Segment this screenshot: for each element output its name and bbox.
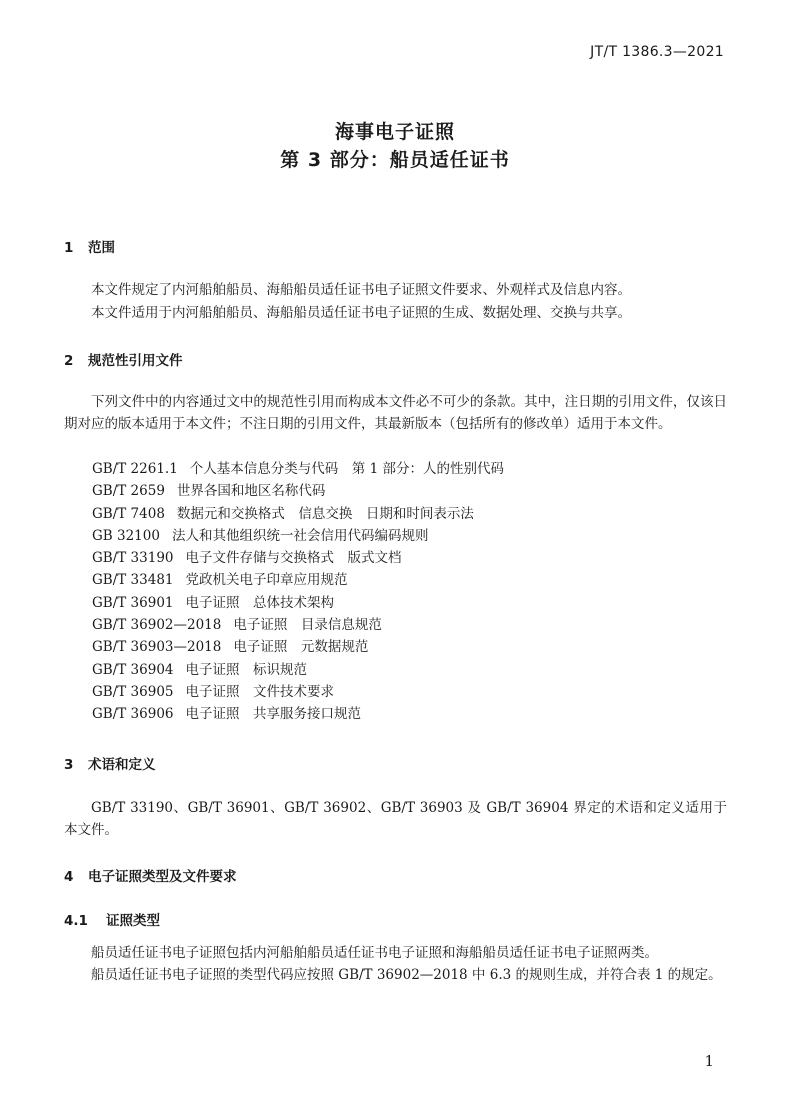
reference-title: 电子文件存储与交换格式 版式文档 xyxy=(185,550,402,567)
document-title-line1: 海事电子证照 xyxy=(334,121,455,143)
reference-title: 法人和其他组织统一社会信用代码编码规则 xyxy=(171,527,429,544)
reference-title: 个人基本信息分类与代码 第 1 部分：人的性别代码 xyxy=(189,461,504,477)
reference-code: GB/T 33481 xyxy=(92,572,174,589)
section-4-1-heading xyxy=(64,909,160,929)
reference-code: GB/T 36902—2018 xyxy=(92,617,222,634)
section-title: 范围 xyxy=(88,240,115,256)
section-number: 4.1 xyxy=(64,913,88,929)
reference-item xyxy=(92,480,504,502)
page-number: 1 xyxy=(704,1052,714,1070)
normative-reference-list xyxy=(92,458,504,726)
section-number: 3 xyxy=(64,757,74,773)
section-title: 电子证照类型及文件要求 xyxy=(88,869,237,885)
section-2-heading xyxy=(64,349,183,369)
reference-title: 世界各国和地区名称代码 xyxy=(176,483,326,500)
section-2-intro: 下列文件中的内容通过文中的规范性引用而构成本文件必不可少的条款。其中，注日期的引用文件，仅该日期对应的版本适用于本文件；不注日期的引用文件，其最新版本（包括所有的修改单）适用于本文件。 xyxy=(64,394,727,432)
reference-item xyxy=(92,703,504,725)
section-4-1-paragraph-1: 船员适任证书电子证照包括内河船舶船员适任证书电子证照和海船船员适任证书电子证照两类。 xyxy=(91,945,658,961)
reference-code: GB/T 36904 xyxy=(92,661,174,678)
section-title: 规范性引用文件 xyxy=(88,353,183,369)
document-title-line2: 第 3 部分：船员适任证书 xyxy=(280,149,510,171)
reference-item xyxy=(92,636,504,658)
section-number: 2 xyxy=(64,353,74,369)
reference-title: 电子证照 共享服务接口规范 xyxy=(185,706,361,723)
reference-code: GB/T 2261.1 xyxy=(92,461,178,477)
section-number: 1 xyxy=(64,240,74,256)
reference-title: 电子证照 文件技术要求 xyxy=(185,683,334,700)
reference-item xyxy=(92,525,504,547)
reference-title: 电子证照 总体技术架构 xyxy=(185,594,334,611)
reference-item xyxy=(92,547,504,569)
reference-title: 党政机关电子印章应用规范 xyxy=(185,572,348,589)
reference-code: GB/T 7408 xyxy=(92,505,165,522)
section-3-heading xyxy=(64,753,156,773)
section-1-heading xyxy=(64,236,115,256)
reference-item xyxy=(92,569,504,591)
reference-item xyxy=(92,592,504,614)
reference-code: GB/T 36903—2018 xyxy=(92,639,222,656)
reference-item xyxy=(92,681,504,703)
reference-title: 电子证照 目录信息规范 xyxy=(233,617,382,634)
reference-title: 电子证照 元数据规范 xyxy=(233,639,369,656)
section-3-paragraph: GB/T 33190、GB/T 36901、GB/T 36902、GB/T 36903 及 GB/T 36904 界定的术语和定义适用于本文件。 xyxy=(64,800,727,838)
standard-number: JT/T 1386.3—2021 xyxy=(590,44,724,60)
section-4-1-paragraph-2: 船员适任证书电子证照的类型代码应按照 GB/T 36902—2018 中 6.3 的规则生成，并符合表 1 的规定。 xyxy=(91,967,722,983)
reference-code: GB 32100 xyxy=(92,527,160,544)
reference-code: GB/T 2659 xyxy=(92,483,165,500)
reference-code: GB/T 36901 xyxy=(92,594,174,611)
reference-title: 数据元和交换格式 信息交换 日期和时间表示法 xyxy=(176,505,474,522)
section-title: 术语和定义 xyxy=(88,757,156,773)
reference-item xyxy=(92,614,504,636)
section-4-heading xyxy=(64,865,237,885)
reference-code: GB/T 36905 xyxy=(92,683,174,700)
reference-code: GB/T 36906 xyxy=(92,706,174,723)
section-1-paragraph-1: 本文件规定了内河船舶船员、海船船员适任证书电子证照文件要求、外观样式及信息内容。 xyxy=(91,282,631,298)
reference-item xyxy=(92,458,504,480)
reference-item xyxy=(92,503,504,525)
section-1-paragraph-2: 本文件适用于内河船舶船员、海船船员适任证书电子证照的生成、数据处理、交换与共享。 xyxy=(91,305,631,321)
reference-item xyxy=(92,659,504,681)
section-number: 4 xyxy=(64,869,74,885)
section-title: 证照类型 xyxy=(106,913,160,929)
reference-code: GB/T 33190 xyxy=(92,550,174,567)
reference-title: 电子证照 标识规范 xyxy=(185,661,307,678)
